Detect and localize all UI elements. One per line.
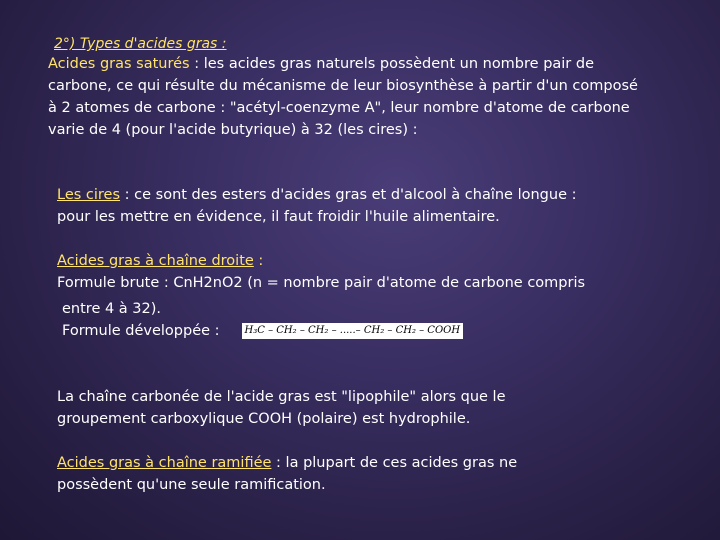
lipophile-line-2: groupement carboxylique COOH (polaire) est hydrophile. xyxy=(57,411,471,427)
branched-term: Acides gras à chaîne ramifiée xyxy=(57,455,272,471)
waxes-line-1: : ce sont des esters d'acides gras et d'alcool à chaîne longue : xyxy=(120,187,577,203)
branched-paragraph xyxy=(57,452,657,496)
saturated-line-1: : les acides gras naturels possèdent un nombre pair de xyxy=(189,56,595,72)
straight-chain-term: Acides gras à chaîne droite xyxy=(57,253,254,269)
saturated-line-3: à 2 atomes de carbone : "acétyl-coenzyme A", leur nombre d'atome de carbone xyxy=(48,100,630,116)
saturated-term: Acides gras saturés xyxy=(48,56,190,72)
waxes-line-2: pour les mettre en évidence, il faut froidir l'huile alimentaire. xyxy=(57,209,500,225)
range-line: entre 4 à 32). xyxy=(62,301,162,317)
saturated-paragraph xyxy=(48,53,698,141)
waxes-paragraph xyxy=(57,184,697,228)
straight-chain-term-suffix: : xyxy=(253,253,264,269)
structural-formula: H₃C – CH₂ – CH₂ – .....– CH₂ – CH₂ – COOH xyxy=(242,323,464,339)
waxes-term: Les cires xyxy=(57,187,121,203)
formula-dev-label: Formule développée : xyxy=(62,323,220,339)
branched-line-2: possèdent qu'une seule ramification. xyxy=(57,477,326,493)
formula-brute-line: Formule brute : CnH2nO2 (n = nombre pair d'atome de carbone compris xyxy=(57,275,586,291)
straight-chain-paragraph xyxy=(57,250,697,294)
lipophile-line-1: La chaîne carbonée de l'acide gras est "lipophile" alors que le xyxy=(57,389,506,405)
section-heading: 2°) Types d'acides gras : xyxy=(54,36,227,52)
straight-chain-continuation xyxy=(62,298,702,342)
saturated-line-4: varie de 4 (pour l'acide butyrique) à 32 (les cires) : xyxy=(48,122,418,138)
lipophile-paragraph xyxy=(57,386,657,430)
branched-line-1: : la plupart de ces acides gras ne xyxy=(271,455,518,471)
saturated-line-2: carbone, ce qui résulte du mécanisme de leur biosynthèse à partir d'un composé xyxy=(48,78,638,94)
